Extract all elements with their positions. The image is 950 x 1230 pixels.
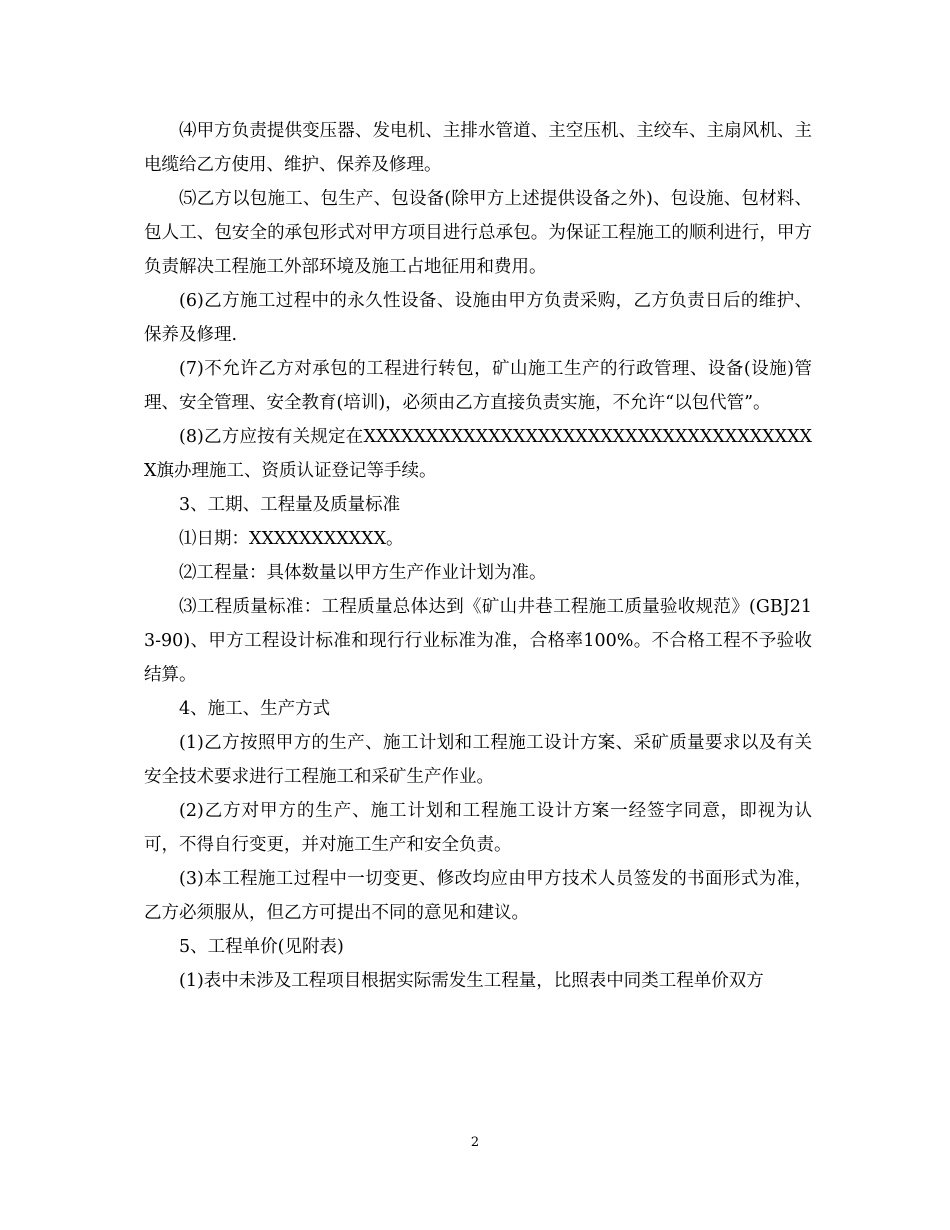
section-heading-unit-price: 5、工程单价(见附表) bbox=[179, 937, 344, 957]
page-number: 2 bbox=[470, 1135, 480, 1150]
paragraph-quality-standard: ⑶工程质量标准：工程质量总体达到《矿山井巷工程施工质量验收规范》(GBJ213-90)、甲方工程设计标准和现行行业标准为准，合格率100%。不合格工程不予验收结算。 bbox=[144, 597, 812, 685]
paragraph-signed-approval: (2)乙方对甲方的生产、施工计划和工程施工设计方案一经签字同意，即视为认可，不得自行变更，并对施工生产和安全负责。 bbox=[144, 801, 812, 855]
paragraph-date: ⑴日期：XXXXXXXXXXX。 bbox=[179, 529, 404, 549]
document-body bbox=[144, 114, 812, 998]
paragraph-changes-in-writing: (3)本工程施工过程中一切变更、修改均应由甲方技术人员签发的书面形式为准，乙方必须服从，但乙方可提出不同的意见和建议。 bbox=[144, 869, 812, 923]
paragraph-unlisted-items: (1)表中未涉及工程项目根据实际需发生工程量，比照表中同类工程单价双方 bbox=[179, 971, 764, 991]
paragraph-registration: (8)乙方应按有关规定在XXXXXXXXXXXXXXXXXXXXXXXXXXXXXXXXXXXXX旗办理施工、资质认证登记等手续。 bbox=[144, 427, 812, 481]
section-heading-schedule-quality: 3、工期、工程量及质量标准 bbox=[179, 495, 401, 515]
paragraph-follow-plan: (1)乙方按照甲方的生产、施工计划和工程施工设计方案、采矿质量要求以及有关安全技术要求进行工程施工和采矿生产作业。 bbox=[144, 733, 812, 787]
paragraph-quantity: ⑵工程量：具体数量以甲方生产作业计划为准。 bbox=[179, 563, 547, 583]
paragraph-no-subcontracting: (7)不允许乙方对承包的工程进行转包，矿山施工生产的行政管理、设备(设施)管理、安全管理、安全教育(培训)，必须由乙方直接负责实施，不允许“以包代管”。 bbox=[144, 359, 812, 413]
paragraph-permanent-equipment: (6)乙方施工过程中的永久性设备、设施由甲方负责采购，乙方负责日后的维护、保养及修理. bbox=[144, 291, 812, 345]
paragraph-general-contracting: ⑸乙方以包施工、包生产、包设备(除甲方上述提供设备之外)、包设施、包材料、包人工、包安全的承包形式对甲方项目进行总承包。为保证工程施工的顺利进行，甲方负责解决工程施工外部环境及施工占地征用和费用。 bbox=[144, 189, 812, 277]
section-heading-construction-method: 4、施工、生产方式 bbox=[179, 699, 331, 719]
paragraph-equipment-supply: ⑷甲方负责提供变压器、发电机、主排水管道、主空压机、主绞车、主扇风机、主电缆给乙方使用、维护、保养及修理。 bbox=[144, 121, 812, 175]
